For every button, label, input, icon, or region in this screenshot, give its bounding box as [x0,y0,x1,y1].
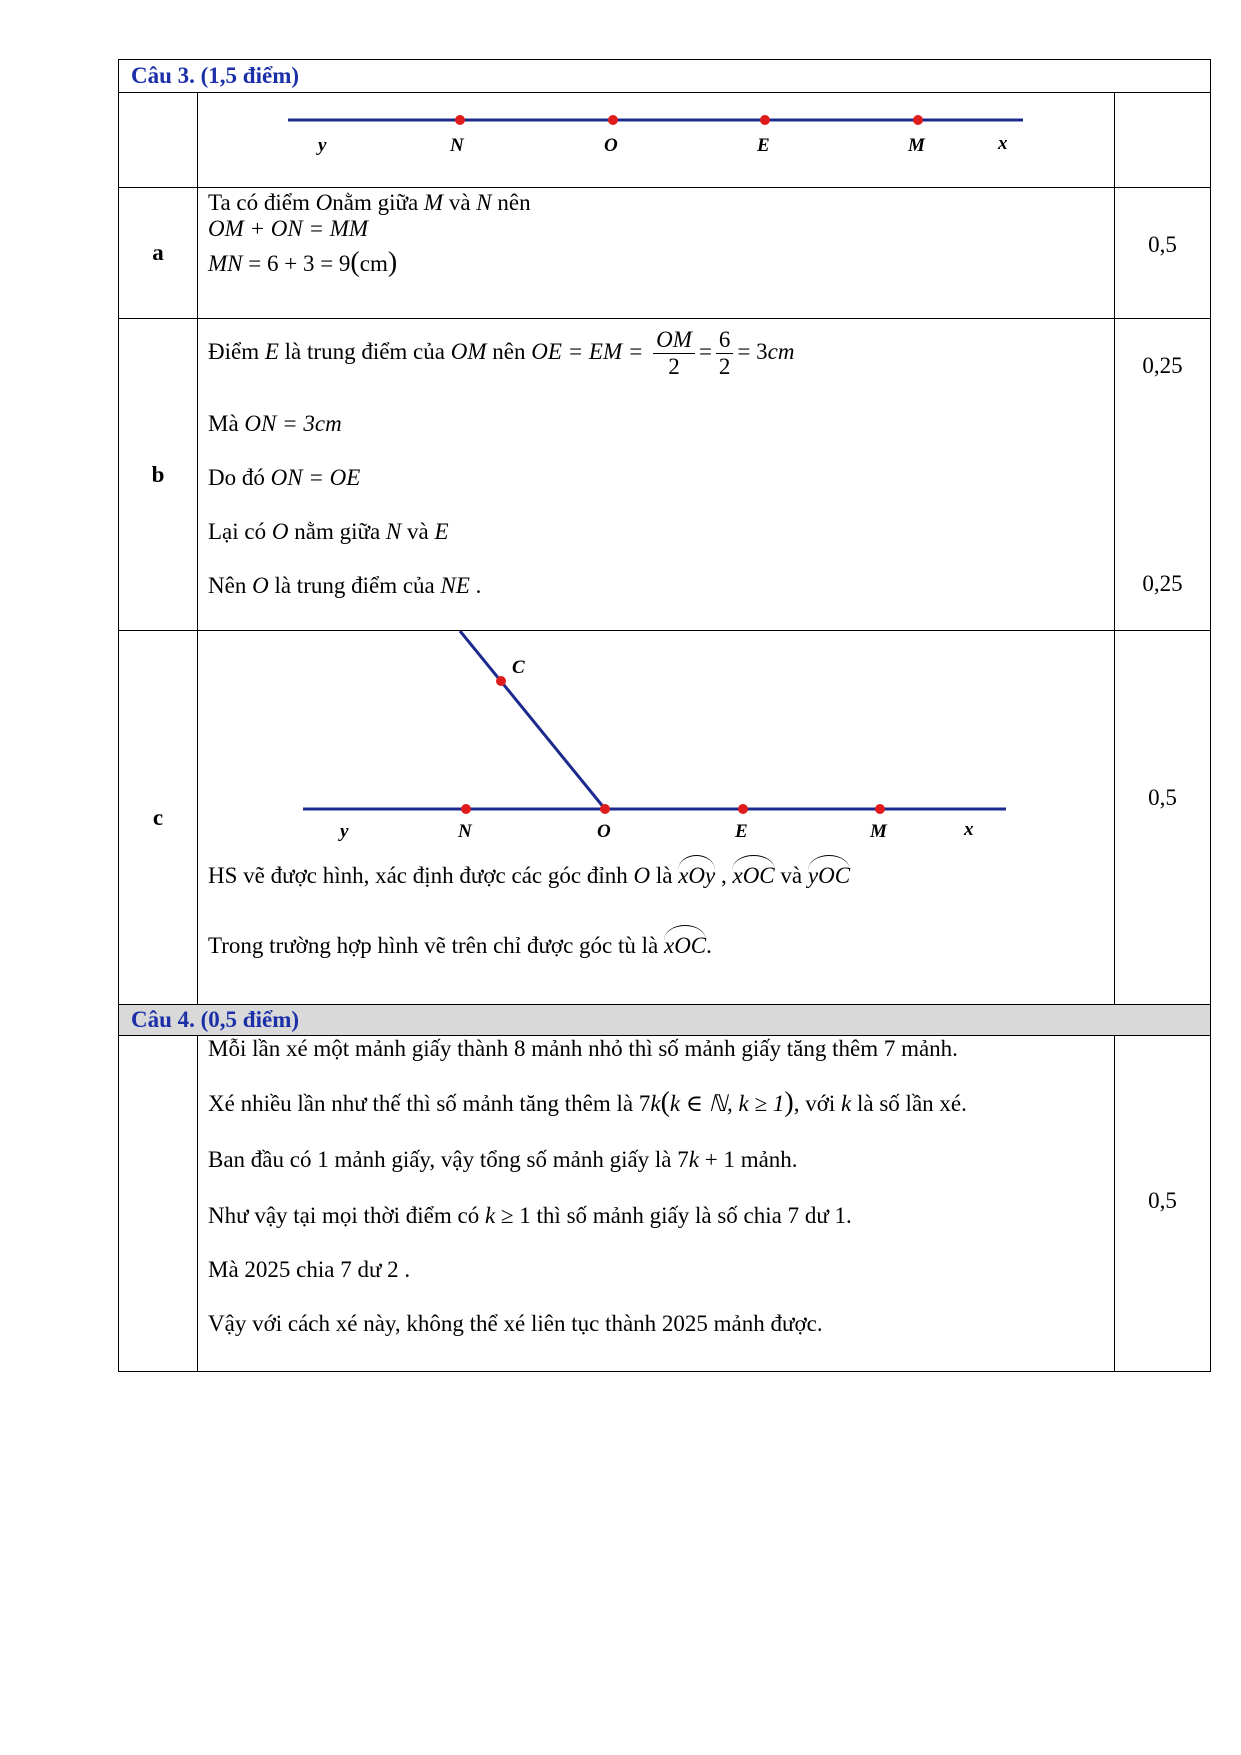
point-O-2 [600,804,610,814]
ray-OC [460,631,605,809]
label-O-2: O [597,821,611,842]
q3a-score: 0,5 [1115,188,1211,319]
label-E: E [757,135,770,156]
q3b-line2: Mà ON = 3cm [208,411,342,436]
fraction-om-2: $\frac{OM}{2}$ [653,327,695,380]
angle-xOy: xOy [678,855,715,889]
q3a-label: a [119,188,198,319]
q3b-line1: Điểm E là trung điểm của OM nên OE = EM = $\frac{OM}{2}$ = $\frac{6}{2}$ = 3cm [208,327,795,379]
angle-figure [198,631,1098,851]
q3c-row [119,631,1211,1005]
label-N-2: N [458,821,472,842]
q3b-row [119,319,1211,631]
q3-figure-label-cell [119,93,198,188]
q4-row [119,1036,1211,1372]
label-x-2: x [964,819,974,840]
q4-line2: Xé nhiều lần như thế thì số mảnh tăng thêm là 7k(k ∈ ℕ, k ≥ 1), với k là số lần xé. [208,1087,967,1118]
fraction-6-2: $\frac{6}{2}$ [716,327,734,380]
q3c-label: c [119,631,198,1005]
label-E-2: E [735,821,748,842]
q3b-line4: Lại có O nằm giữa N và E [208,519,449,544]
q3-figure-row [119,93,1211,188]
angle-xOC: xOC [732,855,774,889]
q4-header-row [119,1005,1211,1036]
label-x: x [998,133,1008,154]
q3a-line3: MN = 6 + 3 = 9(cm) [208,247,398,278]
label-C: C [512,657,525,678]
point-N [455,115,465,125]
q4-line3: Ban đầu có 1 mảnh giấy, vậy tổng số mảnh giấy là 7k + 1 mảnh. [208,1147,798,1172]
q3b-score2: 0,25 [1142,571,1183,596]
q3b-content [198,319,1115,631]
point-M [913,115,923,125]
label-M: M [908,135,925,156]
q3b-line3: Do đó ON = OE [208,465,361,490]
q3-figure-cell [198,93,1115,188]
q3a-line1: Ta có điểm Onằm giữa M và N nên [208,190,531,215]
q4-line4: Như vậy tại mọi thời điểm có k ≥ 1 thì số mảnh giấy là số chia 7 dư 1. [208,1203,852,1228]
point-O [608,115,618,125]
point-C [496,676,506,686]
label-y: y [318,135,327,156]
q4-line5: Mà 2025 chia 7 dư 2 . [208,1257,411,1282]
q4-header: Câu 4. (0,5 điểm) [119,1005,1211,1036]
point-N-2 [461,804,471,814]
q4-score: 0,5 [1115,1036,1211,1372]
q3a-line2: OM + ON = MM [208,216,369,241]
angle-xOC-obtuse: xOC [664,925,706,959]
q3-header-row [119,60,1211,93]
label-N: N [450,135,464,156]
q3b-label: b [119,319,198,631]
q3b-line5: Nên O là trung điểm của NE . [208,573,482,598]
q3a-content [198,188,1115,319]
q4-label-cell [119,1036,198,1372]
point-M-2 [875,804,885,814]
answer-sheet [118,59,1211,1372]
point-E [760,115,770,125]
q3-header: Câu 3. (1,5 điểm) [119,60,1211,93]
q3c-line2: Trong trường hợp hình vẽ trên chỉ được góc tù là xOC. [198,925,1114,959]
q3b-score1: 0,25 [1142,353,1183,378]
q3-figure-score-cell [1115,93,1211,188]
answer-table [118,59,1211,1372]
q4-line6: Vậy với cách xé này, không thể xé liên tục thành 2025 mảnh được. [208,1311,823,1336]
label-y-2: y [340,821,349,842]
q3b-score-cell [1115,319,1211,631]
point-E-2 [738,804,748,814]
label-M-2: M [870,821,887,842]
segment-figure [198,93,1098,181]
label-O: O [604,135,618,156]
angle-yOC: yOC [808,855,850,889]
q3c-line1: HS vẽ được hình, xác định được các góc đỉnh O là xOy , xOC và yOC [198,855,1114,889]
q3a-row [119,188,1211,319]
q4-line1: Mỗi lần xé một mảnh giấy thành 8 mảnh nhỏ thì số mảnh giấy tăng thêm 7 mảnh. [208,1036,958,1061]
q3c-score: 0,5 [1115,631,1211,1005]
q3c-content [198,631,1115,1005]
q4-content [198,1036,1115,1372]
